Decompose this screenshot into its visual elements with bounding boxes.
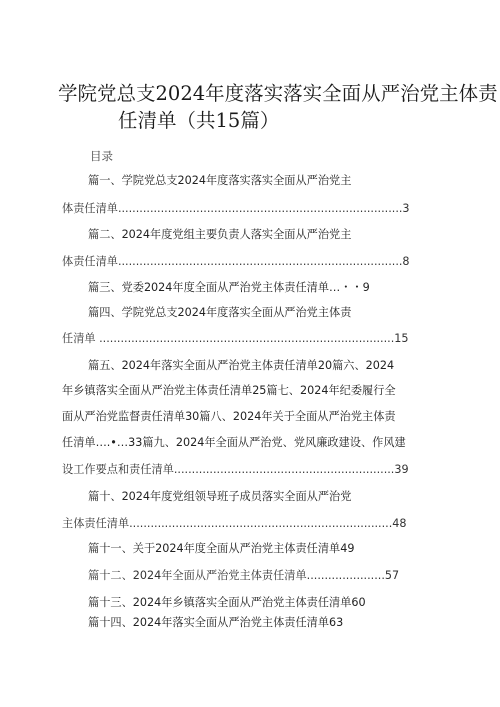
document-title-line-2: 任清单（共15篇） [118,109,280,132]
toc-entry-5-cont-d[interactable]: 设工作要点和责任清单..............................................................39 [62,463,409,476]
toc-entry-5[interactable]: 篇五、2024年落实全面从严治党主体责任清单20篇六、2024 [88,359,395,372]
toc-entry-11[interactable]: 篇十一、关于2024年度全面从严治党主体责任清单49 [88,542,355,555]
toc-entry-5-cont-a[interactable]: 年乡镇落实全面从严治党主体责任清单25篇七、2024年纪委履行全 [62,384,396,397]
toc-entry-5-cont-c[interactable]: 任清单….•…33篇九、2024年全面从严治党、党风廉政建设、作风建 [62,436,406,449]
toc-entry-13[interactable]: 篇十三、2024年乡镇落实全面从严治党主体责任清单60 [88,596,366,609]
toc-entry-1-cont[interactable]: 体责任清单................................................................................3 [62,202,410,215]
toc-entry-10-cont[interactable]: 主体责任清单..........................................................................48 [62,517,407,530]
toc-heading: 目录 [90,149,113,163]
document-title-line-1: 学院党总支2024年度落实落实全面从严治党主体责 [58,82,498,105]
toc-entry-12[interactable]: 篇十二、2024年全面从严治党主体责任清单......................57 [88,569,400,582]
toc-entry-10[interactable]: 篇十、2024年度党组领导班子成员落实全面从严治党 [88,490,352,503]
toc-entry-2-cont[interactable]: 体责任清单................................................................................8 [62,255,410,268]
toc-entry-14[interactable]: 篇十四、2024年落实全面从严治党主体责任清单63 [88,616,344,629]
toc-entry-4[interactable]: 篇四、学院党总支2024年度落实全面从严治党主体责 [88,306,352,319]
toc-entry-3[interactable]: 篇三、党委2024年度全面从严治党主体责任清单…・・9 [88,281,370,294]
toc-entry-5-cont-b[interactable]: 面从严治党监督责任清单30篇八、2024年关于全面从严治党主体责 [62,410,396,423]
toc-entry-1[interactable]: 篇一、学院党总支2024年度落实落实全面从严治党主 [88,174,352,187]
toc-entry-4-cont[interactable]: 任清单 ...................................................................................15 [62,332,409,345]
toc-entry-2[interactable]: 篇二、2024年度党组主要负责人落实全面从严治党主 [88,228,352,241]
